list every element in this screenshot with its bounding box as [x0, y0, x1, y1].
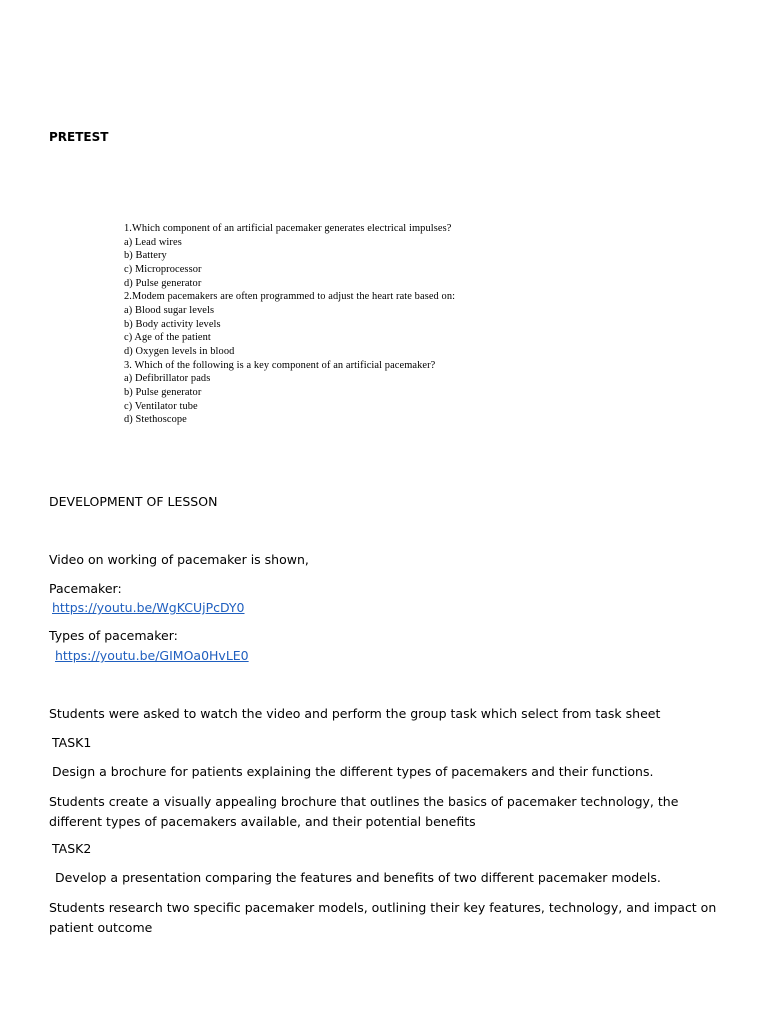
option-2b: b) Body activity levels: [124, 318, 221, 330]
question-2: 2.Modem pacemakers are often programmed to adjust the heart rate based on:: [124, 291, 456, 303]
option-3b: b) Pulse generator: [124, 386, 202, 398]
option-2d: d) Oxygen levels in blood: [124, 345, 235, 357]
option-1a: a) Lead wires: [124, 236, 182, 248]
group-task-instruction: Students were asked to watch the video and perform the group task which select from task sheet: [49, 706, 661, 721]
question-3: 3. Which of the following is a key component of an artificial pacemaker?: [124, 359, 436, 371]
video-intro: Video on working of pacemaker is shown,: [49, 552, 309, 567]
types-label: Types of pacemaker:: [49, 628, 178, 643]
option-1c: c) Microprocessor: [124, 263, 202, 275]
types-video-link[interactable]: https://youtu.be/GIMOa0HvLE0: [55, 648, 249, 663]
task1-detail: Students create a visually appealing brochure that outlines the basics of pacemaker technology, the different types of pacemakers available, and their potential benefits: [49, 794, 679, 829]
pacemaker-video-link[interactable]: https://youtu.be/WgKCUjPcDY0: [52, 600, 245, 615]
task2-description: Develop a presentation comparing the features and benefits of two different pacemaker models.: [55, 870, 661, 885]
option-3c: c) Ventilator tube: [124, 400, 198, 412]
pacemaker-label: Pacemaker:: [49, 581, 122, 596]
task2-label: TASK2: [52, 841, 92, 856]
development-heading: DEVELOPMENT OF LESSON: [49, 494, 218, 509]
question-1: 1.Which component of an artificial pacemaker generates electrical impulses?: [124, 223, 452, 234]
option-2c: c) Age of the patient: [124, 332, 211, 344]
pretest-heading: PRETEST: [49, 130, 109, 144]
option-1d: d) Pulse generator: [124, 277, 202, 289]
option-2a: a) Blood sugar levels: [124, 304, 215, 316]
task1-label: TASK1: [52, 735, 92, 750]
pretest-questions-image: [124, 222, 455, 427]
option-1b: b) Battery: [124, 250, 167, 262]
option-3a: a) Defibrillator pads: [124, 373, 211, 385]
option-3d: d) Stethoscope: [124, 414, 187, 426]
task1-description: Design a brochure for patients explaining the different types of pacemakers and their functions.: [52, 764, 654, 779]
task2-detail: Students research two specific pacemaker models, outlining their key features, technology, and impact on patient outcome: [49, 900, 717, 935]
